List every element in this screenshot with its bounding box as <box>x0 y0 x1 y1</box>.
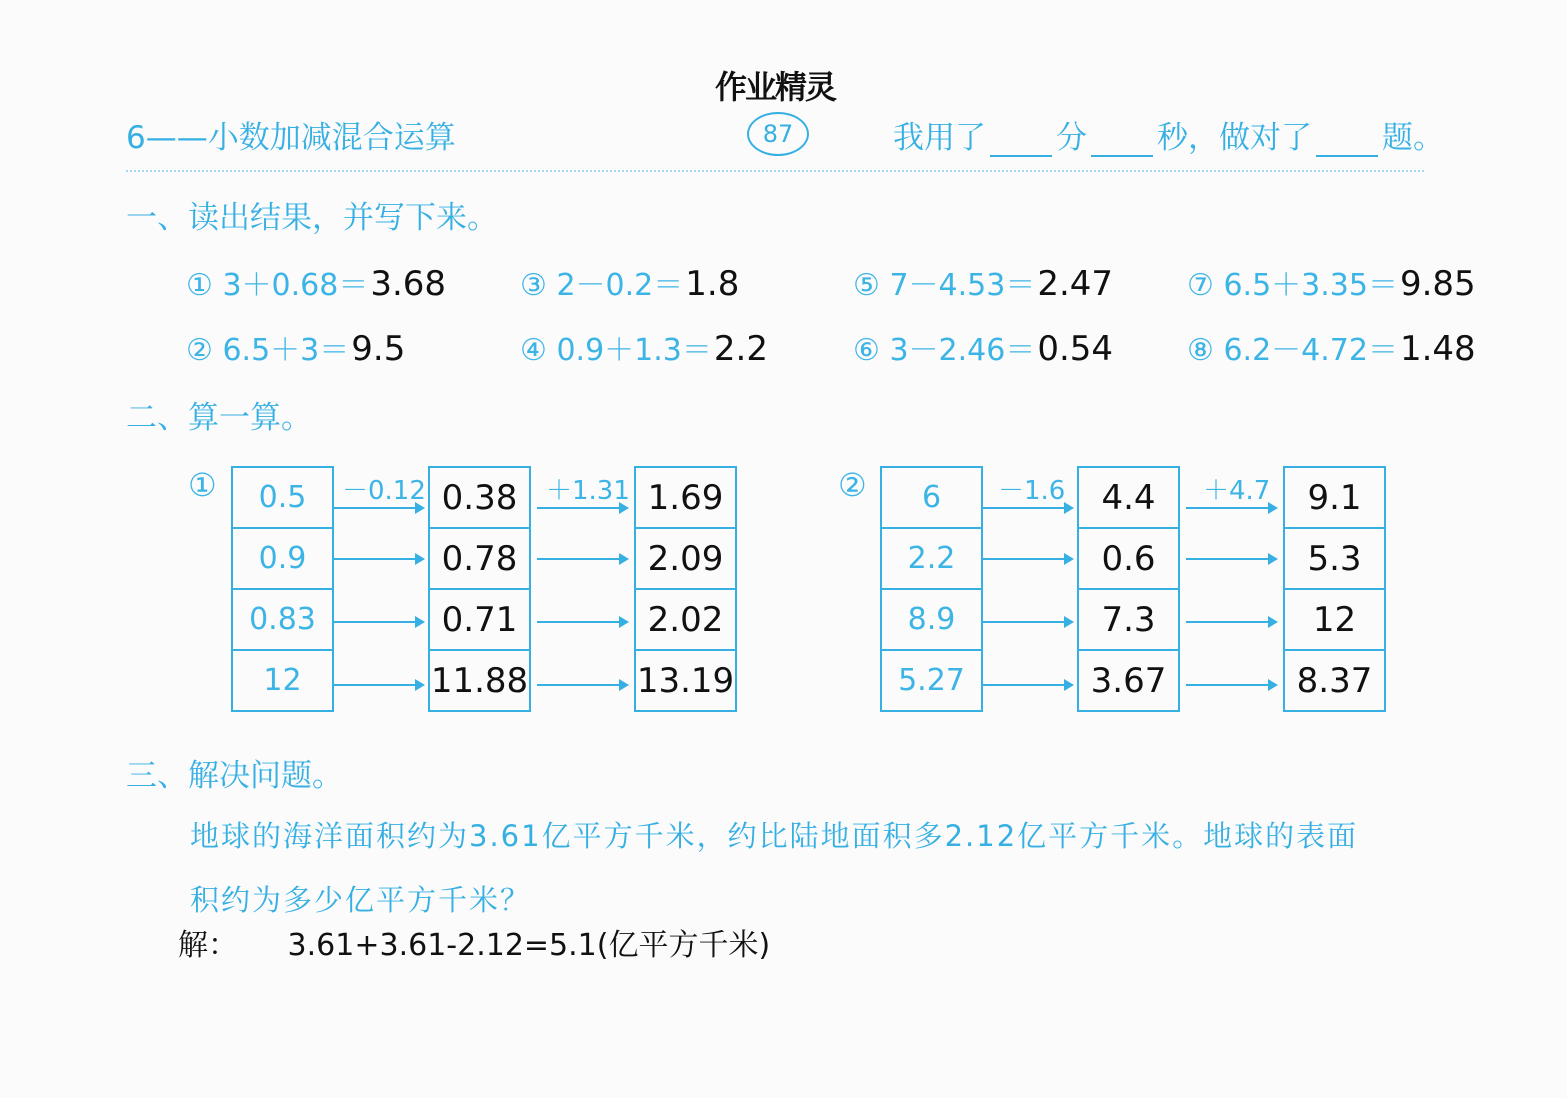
timer-text-2: 分 <box>1056 120 1087 156</box>
chain1-start-cell: 0.5 <box>232 467 333 528</box>
question-item <box>1187 260 1476 304</box>
chain1-op1-label: －0.12 <box>342 476 426 506</box>
arrow-icon <box>982 684 1072 686</box>
chain1-start-cell: 0.83 <box>232 589 333 650</box>
arrow-icon <box>982 621 1072 623</box>
seconds-blank[interactable] <box>1091 127 1153 157</box>
chain1-number: ① <box>188 466 217 504</box>
chain2-mid-column <box>1077 466 1180 712</box>
timer-text-4: 题。 <box>1382 120 1444 156</box>
minutes-blank[interactable] <box>990 127 1052 157</box>
chain2-end-cell: 12 <box>1284 589 1385 650</box>
question-number: ④ <box>520 333 547 368</box>
chain1-op2-label: ＋1.31 <box>546 476 630 506</box>
question-answer: 9.85 <box>1399 264 1476 304</box>
chain2-end-cell: 5.3 <box>1284 528 1385 589</box>
solution-line <box>178 920 770 964</box>
arrow-icon <box>333 684 423 686</box>
arrow-icon <box>537 558 627 560</box>
chain1-mid-cell: 0.71 <box>429 589 530 650</box>
arrow-icon <box>982 507 1072 509</box>
chain2-start-cell: 8.9 <box>881 589 982 650</box>
arrow-icon <box>537 507 627 509</box>
question-number: ⑦ <box>1187 268 1214 303</box>
question-number: ① <box>186 268 213 303</box>
question-item <box>853 260 1113 304</box>
unit-title: 6——小数加减混合运算 <box>126 120 456 156</box>
chain2-start-column <box>880 466 983 712</box>
section2-heading: 二、算一算。 <box>126 400 312 436</box>
chain1-start-cell: 0.9 <box>232 528 333 589</box>
arrow-icon <box>1186 507 1276 509</box>
chain1-end-cell: 2.02 <box>635 589 736 650</box>
question-item <box>853 325 1113 369</box>
handwritten-title: 作业精灵 <box>715 68 836 106</box>
correct-count-blank[interactable] <box>1316 127 1378 157</box>
chain1-end-cell: 2.09 <box>635 528 736 589</box>
question-expression: 6.5＋3.35＝ <box>1223 268 1398 303</box>
chain2-start-cell: 2.2 <box>881 528 982 589</box>
chain1-start-cell: 12 <box>232 650 333 711</box>
question-expression: 6.5＋3＝ <box>222 333 350 368</box>
arrow-icon <box>333 558 423 560</box>
chain2-mid-cell: 4.4 <box>1078 467 1179 528</box>
question-expression: 0.9＋1.3＝ <box>556 333 712 368</box>
arrow-icon <box>982 558 1072 560</box>
page-number: 87 <box>747 112 809 156</box>
arrow-icon <box>333 621 423 623</box>
question-answer: 2.47 <box>1037 264 1114 304</box>
arrow-icon <box>1186 621 1276 623</box>
problem-text-line1: 地球的海洋面积约为3.61亿平方千米，约比陆地面积多2.12亿平方千米。地球的表面 <box>190 819 1359 853</box>
arrow-icon <box>537 684 627 686</box>
question-answer: 1.48 <box>1399 329 1476 369</box>
chain2-start-cell: 6 <box>881 467 982 528</box>
chain2-op1-label: －1.6 <box>998 476 1066 506</box>
arrow-icon <box>333 507 423 509</box>
chain1-mid-column <box>428 466 531 712</box>
problem-text-line2: 积约为多少亿平方千米？ <box>190 883 532 917</box>
chain1-mid-cell: 0.78 <box>429 528 530 589</box>
arrow-icon <box>1186 558 1276 560</box>
solution-expression: 3.61+3.61-2.12=5.1(亿平方千米) <box>287 928 771 963</box>
question-answer: 2.2 <box>713 329 768 369</box>
chain2-mid-cell: 7.3 <box>1078 589 1179 650</box>
question-expression: 2－0.2＝ <box>556 268 684 303</box>
chain2-end-column <box>1283 466 1386 712</box>
question-number: ⑥ <box>853 333 880 368</box>
solution-label: 解： <box>178 928 238 963</box>
chain1-mid-cell: 11.88 <box>429 650 530 711</box>
section3-heading: 三、解决问题。 <box>126 758 343 794</box>
question-answer: 3.68 <box>370 264 447 304</box>
question-number: ⑧ <box>1187 333 1214 368</box>
question-expression: 3＋0.68＝ <box>222 268 369 303</box>
chain2-start-cell: 5.27 <box>881 650 982 711</box>
question-expression: 3－2.46＝ <box>889 333 1036 368</box>
chain1-start-column <box>231 466 334 712</box>
chain2-number: ② <box>838 466 867 504</box>
timer-text-3: 秒，做对了 <box>1157 120 1312 156</box>
question-item <box>186 325 405 369</box>
question-number: ⑤ <box>853 268 880 303</box>
question-item <box>1187 325 1476 369</box>
arrow-icon <box>537 621 627 623</box>
timer-text-1: 我用了 <box>893 120 986 156</box>
chain2-op2-label: ＋4.7 <box>1203 476 1271 506</box>
section1-heading: 一、读出结果，并写下来。 <box>126 200 498 236</box>
question-answer: 9.5 <box>351 329 406 369</box>
chain2-end-cell: 9.1 <box>1284 467 1385 528</box>
question-expression: 6.2－4.72＝ <box>1223 333 1398 368</box>
chain1-end-cell: 13.19 <box>635 650 736 711</box>
question-answer: 0.54 <box>1037 329 1114 369</box>
question-item <box>186 260 446 304</box>
question-item <box>520 325 768 369</box>
question-item <box>520 260 739 304</box>
question-expression: 7－4.53＝ <box>889 268 1036 303</box>
question-number: ③ <box>520 268 547 303</box>
question-number: ② <box>186 333 213 368</box>
chain1-mid-cell: 0.38 <box>429 467 530 528</box>
timer-line <box>893 112 1444 157</box>
chain2-mid-cell: 3.67 <box>1078 650 1179 711</box>
arrow-icon <box>1186 684 1276 686</box>
chain2-end-cell: 8.37 <box>1284 650 1385 711</box>
divider <box>126 170 1424 172</box>
chain1-end-cell: 1.69 <box>635 467 736 528</box>
chain1-end-column <box>634 466 737 712</box>
question-answer: 1.8 <box>685 264 740 304</box>
chain2-mid-cell: 0.6 <box>1078 528 1179 589</box>
